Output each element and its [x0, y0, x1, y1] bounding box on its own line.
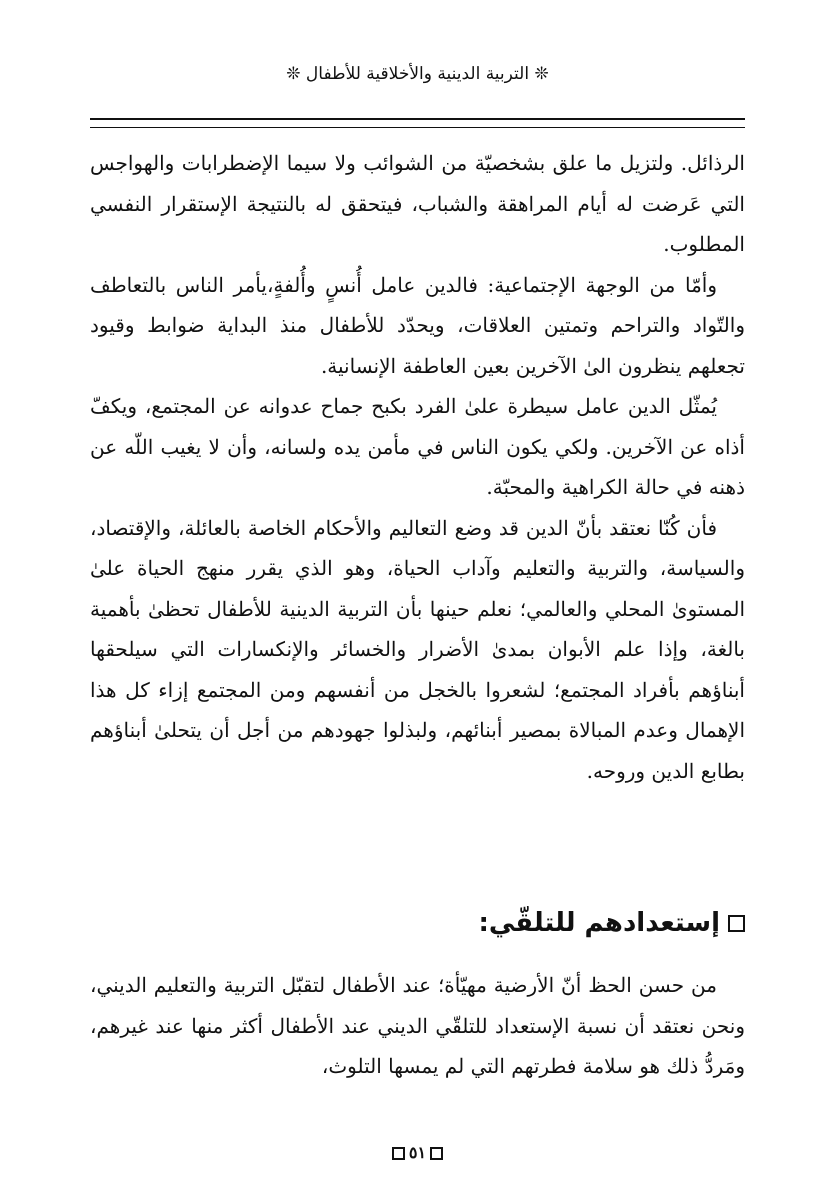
paragraph: وأمّا من الوجهة الإجتماعية: فالدين عامل أُنسٍ وأُلفةٍ،يأمر الناس بالتعاطف والتّواد والتراحم وتمتين العلاقات، ويحدّد للأطفال منذ البداية ضوابط وقيود تجعلهم ينظرون الىٰ الآخرين بعين العاطفة الإنسانية.	[90, 272, 745, 378]
body-text	[90, 143, 745, 791]
page-number-text: ٥١	[408, 1143, 427, 1162]
running-header: ❊ التربية الدينية والأخلاقية للأطفال ❊	[286, 64, 549, 84]
header-rule-thick	[90, 118, 745, 120]
header-rule-thin	[90, 127, 745, 128]
square-bullet-icon	[728, 915, 745, 932]
body-text-continued	[90, 965, 745, 1087]
paragraph: الرذائل. ولتزيل ما علق بشخصيّة من الشوائب ولا سيما الإضطرابات والهواجس التي عَرضت له أيام المراهقة والشباب، فيتحقق له بالنتيجة الإستقرار النفسي المطلوب.	[90, 151, 745, 256]
section-heading	[90, 895, 745, 951]
square-ornament-icon	[392, 1147, 405, 1160]
square-ornament-icon	[430, 1147, 443, 1160]
paragraph: فأن كُنّا نعتقد بأنّ الدين قد وضع التعاليم والأحكام الخاصة بالعائلة، والإقتصاد، والسياسة، والتربية والتعليم وآداب الحياة، وهو الذي يقرر منهج الحياة علىٰ المستوىٰ المحلي والعالمي؛ نعلم حينها بأن التربية الدينية للأطفال تحظىٰ بأهمية بالغة، وإذا علم الأبوان بمدىٰ الأضرار والخسائر والإنكسارات التي سيلحقها أبناؤهم بأفراد المجتمع؛ لشعروا بالخجل من أنفسهم ومن المجتمع إزاء كل هذا الإهمال وعدم المبالاة بمصير أبنائهم، ولبذلوا جهودهم من أجل أن يتحلىٰ أبناؤهم بطابع الدين وروحه.	[90, 515, 746, 783]
paragraph: من حسن الحظ أنّ الأرضية مهيّأة؛ عند الأطفال لتقبّل التربية والتعليم الديني، ونحن نعتقد أن نسبة الإستعداد للتلقّي الديني عند الأطفال أكثر منها عند غيرهم، ومَردُّ ذلك هو سلامة فطرتهم التي لم يمسها التلوث،	[90, 973, 745, 1078]
paragraph: يُمثّل الدين عامل سيطرة علىٰ الفرد بكبح جماح عدوانه عن المجتمع، ويكفّ أذاه عن الآخرين. ولكي يكون الناس في مأمن يده ولسانه، وأن لا يغيب اللّه عن ذهنه في حالة الكراهية والمحبّة.	[90, 394, 745, 499]
page-number	[0, 1142, 835, 1164]
section-heading-text: إستعدادهم للتلقّي:	[478, 908, 720, 938]
